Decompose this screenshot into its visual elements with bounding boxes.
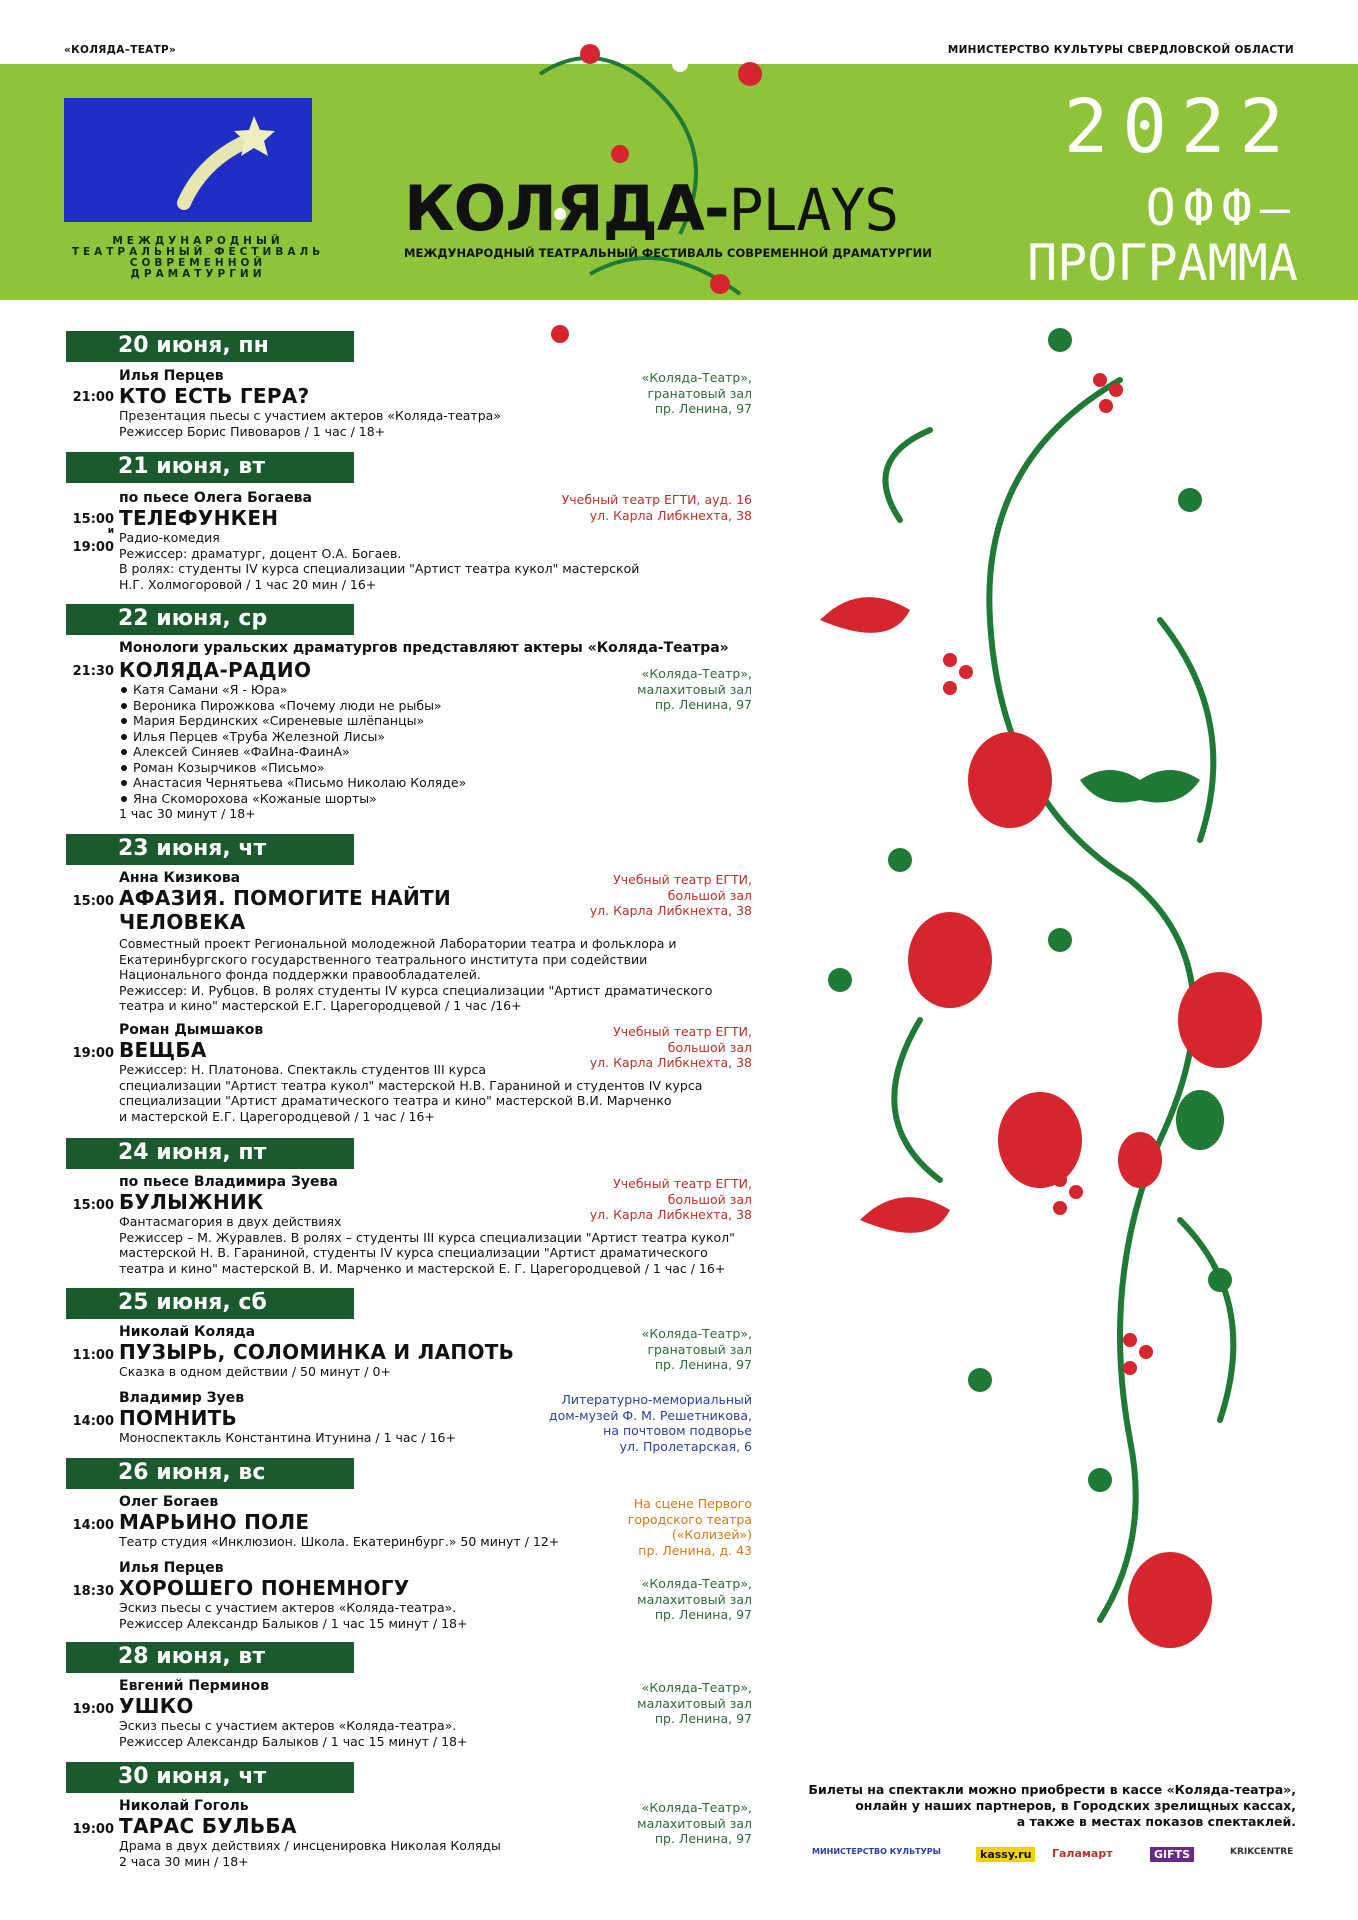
theatre-label: «КОЛЯДА–ТЕАТР»	[64, 44, 177, 56]
day-header: 30 июня, чт	[66, 1762, 354, 1793]
event-title: ХОРОШЕГО ПОНЕМНОГУ	[119, 1576, 410, 1600]
event-title: ПОМНИТЬ	[119, 1406, 238, 1430]
khokhloma-ornament	[800, 320, 1280, 1680]
event: Анна Кизикова 15:00 АФАЗИЯ. ПОМОГИТЕ НАЙТИ ЧЕЛОВЕКА Совместный проект Региональной молодежной Лаборатории театра и фольклора и Екатеринбургского государственного театрального института при содействии Национального фонда поддержки правообладателей. Режиссер: И. Рубцов. В ролях студенты IV курса специализации "Артист драматического театра и кино" мастерской Е.Г. Царегородцевой / 1 час /16+ Учебный театр ЕГТИ, большой зал ул. Карла Либкнехта, 38	[72, 870, 752, 1013]
day-header: 21 июня, вт	[66, 452, 354, 483]
event-title: АФАЗИЯ. ПОМОГИТЕ НАЙТИ	[119, 886, 452, 910]
partner-ministry: МИНИСТЕРСТВО КУЛЬТУРЫ	[812, 1847, 941, 1856]
day-header: 20 июня, пн	[66, 331, 354, 362]
partner-krikcentre: KRIKCENTRE	[1230, 1847, 1294, 1857]
day-header: 25 июня, сб	[66, 1288, 354, 1319]
day-header: 26 июня, вс	[66, 1458, 354, 1489]
festival-subtitle: МЕЖДУНАРОДНЫЙ ТЕАТРАЛЬНЫЙ ФЕСТИВАЛЬ СОВРЕМЕННОЙ ДРАМАТУРГИИ	[404, 246, 932, 260]
partner-kassy: kassy.ru	[976, 1847, 1035, 1862]
event-title: ТЕЛЕФУНКЕН	[119, 506, 279, 530]
festival-title: КОЛЯДА-PLAYS	[404, 172, 899, 245]
day-header: 22 июня, ср	[66, 604, 354, 635]
event: Монологи уральских драматургов представляют актеры «Коляда-Театра» 21:30 КОЛЯДА-РАДИО Катя Самани «Я - Юра» Вероника Пирожкова «Почему люди не рыбы» Мария Бердинских «Сиреневые шлёпанцы» Илья Перцев «Труба Железной Лисы» Алексей Синяев «ФаИна-ФаинА» Роман Козырчиков «Письмо» Анастасия Чернятьева «Письмо Николаю Коляде» Яна Скоморохова «Кожаные шорты» 1 час 30 минут / 18+ «Коляда-Театр», малахитовый зал пр. Ленина, 97	[72, 640, 752, 821]
festival-logo	[64, 98, 312, 222]
event-title: МАРЬИНО ПОЛЕ	[119, 1510, 310, 1534]
event-title: УШКО	[119, 1694, 194, 1718]
event-title: ВЕЩБА	[119, 1038, 207, 1062]
ministry-label: МИНИСТЕРСТВО КУЛЬТУРЫ СВЕРДЛОВСКОЙ ОБЛАСТИ	[947, 44, 1294, 56]
day-header: 28 июня, вт	[66, 1642, 354, 1673]
day-header: 24 июня, пт	[66, 1138, 354, 1169]
monologue-list: Катя Самани «Я - Юра» Вероника Пирожкова «Почему люди не рыбы» Мария Бердинских «Сиреневые шлёпанцы» Илья Перцев «Труба Железной Лисы» Алексей Синяев «ФаИна-ФаинА» Роман Козырчиков «Письмо» Анастасия Чернятьева «Письмо Николаю Коляде» Яна Скоморохова «Кожаные шорты»	[119, 682, 739, 806]
event: по пьесе Олега Богаева 15:00 и 19:00 ТЕЛЕФУНКЕН Радио-комедия Режиссер: драматург, доцент О.А. Богаев. В ролях: студенты IV курса специализации "Артист театра кукол" мастерской Н.Г. Холмогоровой / 1 час 20 мин / 16+ Учебный театр ЕГТИ, ауд. 16 ул. Карла Либкнехта, 38	[72, 490, 752, 592]
event: Олег Богаев 14:00 МАРЬИНО ПОЛЕ Театр студия «Инклюзион. Школа. Екатеринбург.» 50 минут / 12+ На сцене Первого городского театра («Колизей») пр. Ленина, д. 43	[72, 1494, 752, 1558]
event: Евгений Перминов 19:00 УШКО Эскиз пьесы с участием актеров «Коляда-театра». Режиссер Александр Балыков / 1 час 15 минут / 18+ «Коляда-Театр», малахитовый зал пр. Ленина, 97	[72, 1678, 752, 1749]
header-banner	[0, 64, 1358, 300]
event: Николай Гоголь 19:00 ТАРАС БУЛЬБА Драма в двух действиях / инсценировка Николая Коляды 2 часа 30 мин / 18+ «Коляда-Театр», малахитовый зал пр. Ленина, 97	[72, 1798, 752, 1869]
event-title: БУЛЫЖНИК	[119, 1190, 264, 1214]
event: Николай Коляда 11:00 ПУЗЫРЬ, СОЛОМИНКА И ЛАПОТЬ Сказка в одном действии / 50 минут / 0+ «Коляда-Театр», гранатовый зал пр. Ленина, 97	[72, 1324, 752, 1379]
day-header: 23 июня, чт	[66, 834, 354, 865]
event: Владимир Зуев 14:00 ПОМНИТЬ Моноспектакль Константина Итунина / 1 час / 16+ Литературно-мемориальный дом-музей Ф. М. Решетникова, на почтовом подворье ул. Пролетарская, 6	[72, 1390, 752, 1454]
event: Роман Дымшаков 19:00 ВЕЩБА Режиссер: Н. Платонова. Спектакль студентов III курса специализации "Артист театра кукол" мастерской Н.В. Гараниной и студентов IV курса специализации "Артист драматического театра и кино" мастерской В.И. Марченко и мастерской Е.Г. Царегородцевой / 1 час / 16+ Учебный театр ЕГТИ, большой зал ул. Карла Либкнехта, 38	[72, 1022, 752, 1124]
event: Илья Перцев 18:30 ХОРОШЕГО ПОНЕМНОГУ Эскиз пьесы с участием актеров «Коляда-театра». Режиссер Александр Балыков / 1 час 15 минут / 18+ «Коляда-Театр», малахитовый зал пр. Ленина, 97	[72, 1560, 752, 1631]
event-title: ПУЗЫРЬ, СОЛОМИНКА И ЛАПОТЬ	[119, 1340, 515, 1364]
partner-galamart: Галамарт	[1052, 1847, 1113, 1860]
partner-gifts: GIFTS	[1150, 1847, 1194, 1862]
year: 2022	[1063, 84, 1298, 170]
logo-caption: МЕЖДУНАРОДНЫЙ ТЕАТРАЛЬНЫЙ ФЕСТИВАЛЬ СОВРЕМЕННОЙ ДРАМАТУРГИИ	[71, 235, 325, 280]
mask-icon	[1080, 770, 1200, 803]
event-title: ТАРАС БУЛЬБА	[119, 1814, 297, 1838]
tickets-info: Билеты на спектакли можно приобрести в кассе «Коляда-театра», онлайн у наших партнеров, в Городских зрелищных кассах, а также в местах показов спектаклей.	[808, 1782, 1296, 1829]
event-title: КТО ЕСТЬ ГЕРА?	[119, 384, 310, 408]
event: Илья Перцев 21:00 КТО ЕСТЬ ГЕРА? Презентация пьесы с участием актеров «Коляда-театра» Режиссер Борис Пивоваров / 1 час / 18+ «Коляда-Театр», гранатовый зал пр. Ленина, 97	[72, 368, 752, 439]
program-label: ПРОГРАММА	[1027, 234, 1298, 292]
event-title: КОЛЯДА-РАДИО	[119, 658, 312, 682]
off-label: ОФФ–	[1145, 179, 1298, 237]
event: по пьесе Владимира Зуева 15:00 БУЛЫЖНИК Фантасмагория в двух действиях Режиссер – М. Журавлев. В ролях – студенты III курса специализации "Артист театра кукол" мастерской Н. В. Гараниной, студенты IV курса специализации "Артист драматического театра и кино" мастерской В. И. Марченко и мастерской Е. Г. Царегородцевой / 1 час / 16+ Учебный театр ЕГТИ, большой зал ул. Карла Либкнехта, 38	[72, 1174, 752, 1276]
